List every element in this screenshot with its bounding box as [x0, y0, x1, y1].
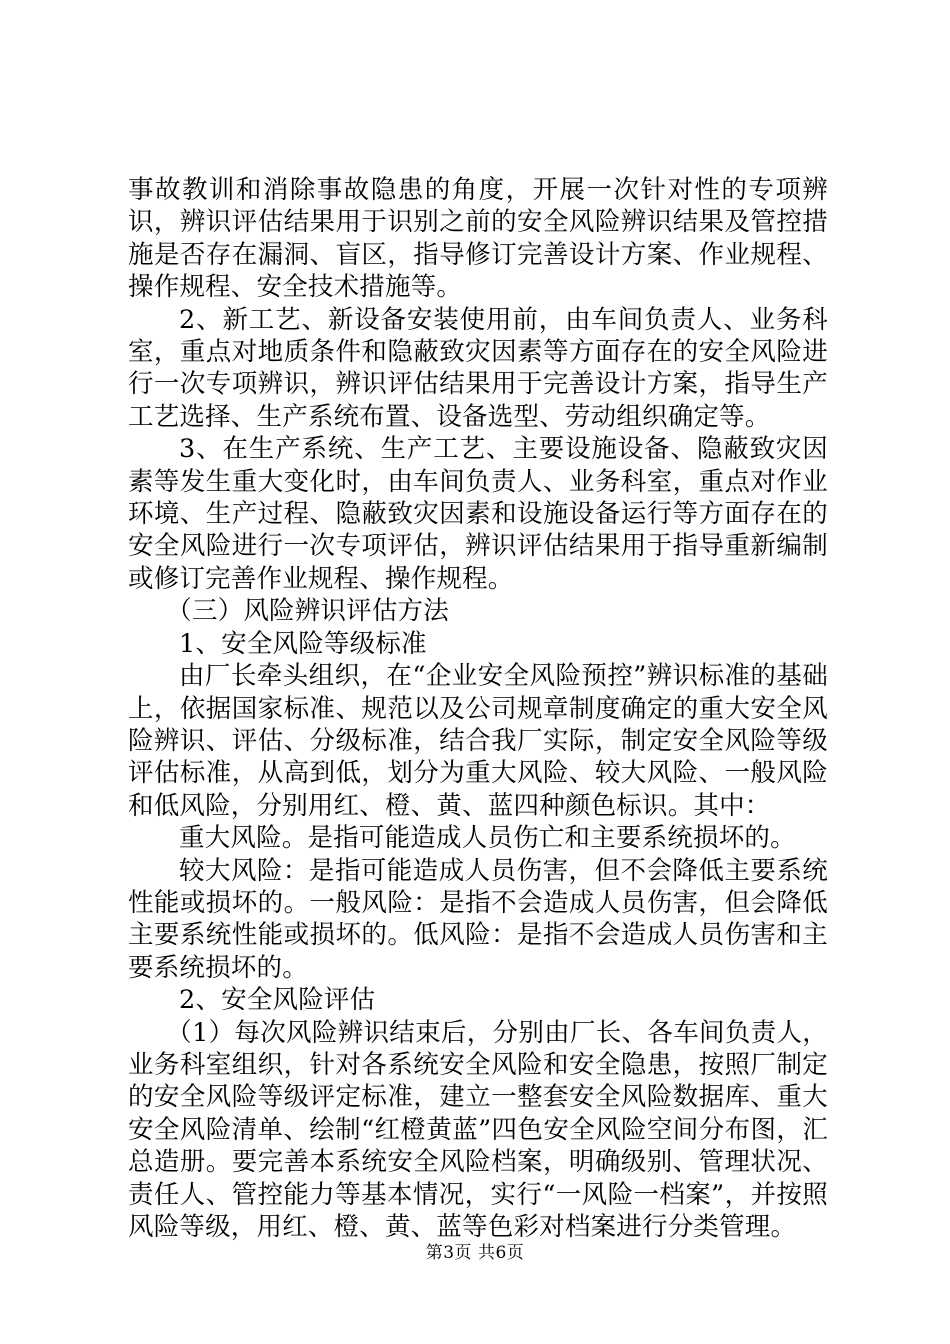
page-footer: 第3页 共6页 — [425, 1243, 525, 1263]
paragraph-1: 事故教训和消除事故隐患的角度，开展一次针对性的专项辨识，辨识评估结果用于识别之前的安全风险辨识结果及管控措施是否存在漏洞、盲区，指导修订完善设计方案、作业规程、操作规程、安全技术措施等。 — [128, 175, 828, 303]
paragraph-risk-standard: 由厂长牵头组织，在“企业安全风险预控”辨识标准的基础上，依据国家标准、规范以及公司规章制度确定的重大安全风险辨识、评估、分级标准，结合我厂实际，制定安全风险等级评估标准，从高到低，划分为重大风险、较大风险、一般风险和低风险，分别用红、橙、黄、蓝四种颜色标识。其中： — [128, 661, 828, 821]
subheading-risk-level-standard: 1、安全风险等级标准 — [179, 628, 427, 659]
paragraph-major-risk: 重大风险。是指可能造成人员伤亡和主要系统损坏的。 — [179, 823, 796, 854]
paragraph-3: 3、在生产系统、生产工艺、主要设施设备、隐蔽致灾因素等发生重大变化时，由车间负责人、业务科室，重点对作业环境、生产过程、隐蔽致灾因素和设施设备运行等方面存在的安全风险进行一次专项评估，辨识评估结果用于指导重新编制或修订完善作业规程、操作规程。 — [128, 434, 828, 594]
paragraph-other-risks: 较大风险：是指可能造成人员伤害，但不会降低主要系统性能或损坏的。一般风险：是指不会造成人员伤害，但会降低主要系统性能或损坏的。低风险：是指不会造成人员伤害和主要系统损坏的。 — [128, 855, 828, 983]
document-body — [128, 174, 828, 1243]
subheading-risk-assessment: 2、安全风险评估 — [179, 985, 376, 1016]
section-heading-methods: （三）风险辨识评估方法 — [166, 596, 449, 627]
paragraph-2: 2、新工艺、新设备安装使用前，由车间负责人、业务科室，重点对地质条件和隐蔽致灾因素等方面存在的安全风险进行一次专项辨识，辨识评估结果用于完善设计方案，指导生产工艺选择、生产系统布置、设备选型、劳动组织确定等。 — [128, 304, 828, 432]
paragraph-assessment-1: （1）每次风险辨识结束后，分别由厂长、各车间负责人，业务科室组织，针对各系统安全风险和安全隐患，按照厂制定的安全风险等级评定标准，建立一整套安全风险数据库、重大安全风险清单、绘制“红橙黄蓝”四色安全风险空间分布图，汇总造册。要完善本系统安全风险档案，明确级别、管理状况、责任人、管控能力等基本情况，实行“一风险一档案”，并按照风险等级，用红、橙、黄、蓝等色彩对档案进行分类管理。 — [128, 1017, 828, 1242]
